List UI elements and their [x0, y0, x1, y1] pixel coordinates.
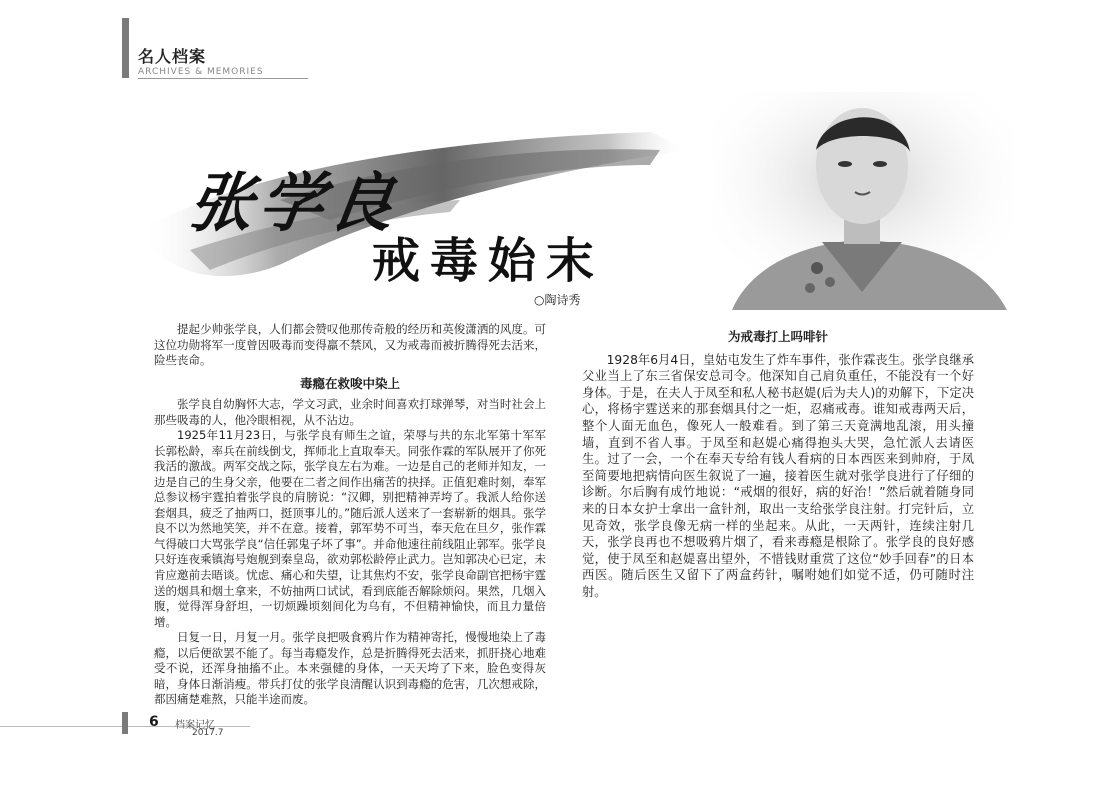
section-heading: 毒瘾在救唆中染上: [299, 375, 400, 391]
footer-accent-bar: [122, 712, 128, 734]
body-paragraph: 日复一日，月复一月。张学良把吸食鸦片作为精神寄托，慢慢地染上了毒瘾，以后便欲罢不能了。每当毒瘾发作，总是折腾得死去活来，抓肝挠心地难受不说，还浑身抽搐不止。本来强健的身体，一天天垮了下来，脸色变得灰暗，身体日渐消瘦。带兵打仗的张学良清醒认识到毒瘾的危害，几次想戒除，都因痛楚难熬，只能半途而废。: [154, 630, 546, 707]
body-paragraph: 1925年11月23日，与张学良有师生之谊，荣辱与共的东北军第十军军长郭松龄，率兵在前线倒戈，挥师北上直取奉天。同张作霖的军队展开了你死我活的激战。两军交战之际，张学良左右为难。一边是自己的老师并知友，一边是自己的生身父亲，他要在二者之间作出痛苦的抉择。正值犯难时刻，奉军总参议杨宇霆拍着张学良的肩膀说：“汉卿，别把精神弄垮了。我派人给你送套烟具，疲乏了抽两口，挺顶事儿的。”随后派人送来了一套崭新的烟具。张学良不以为然地笑笑，并不在意。接着，郭军势不可当，奉天危在旦夕，张作霖气得破口大骂张学良“信任郭鬼子坏了事”。并命他速往前线阻止郭军。张学良只好连夜乘镇海号炮舰到秦皇岛，欲劝郭松龄停止武力。岂知郭决心已定，未肯应邀前去晤谈。忧虑、痛心和失望，让其焦灼不安，张学良命副官把杨宇霆送的烟具和烟土拿来，不妨抽两口试试，看到底能否解除烦闷。果然，几烟入腹，觉得浑身舒坦，一切烦躁顷刻间化为乌有，不但精神愉快，而且力量倍增。: [154, 428, 546, 629]
header-rule: [138, 78, 308, 79]
article-subtitle: 戒毒始末: [372, 233, 605, 289]
body-paragraph: 1928年6月4日，皇姑屯发生了炸车事件，张作霖丧生。张学良继承父业当上了东三省保安总司令。他深知自己肩负重任，不能没有一个好身体。于是，在夫人于凤至和私人秘书赵媞(后为夫人)的劝解下，下定决心，将杨宇霆送来的那套烟具付之一炬，忍痛戒毒。谁知戒毒两天后，整个人面无血色，像死人一般难看。到了第三天竟满地乱滚，用头撞墙，直到不省人事。于凤至和赵媞心痛得抱头大哭，急忙派人去请医生。过了一会，一个在奉天专给有钱人看病的日本西医来到帅府，于凤至简要地把病情向医生叙说了一遍，接着医生就对张学良进行了仔细的诊断。尔后胸有成竹地说：“戒烟的很好，病的好治！”然后就着随身同来的日本女护士拿出一盒针剂，取出一支给张学良注射。打完针后，立见奇效，张学良像无病一样的坐起来。从此，一天两针，连续注射几天，张学良再也不想吸鸦片烟了，看来毒瘾是根除了。张学良的良好感觉，使于凤至和赵媞喜出望外，不惜钱财重赏了这位“妙手回春”的日本西医。随后医生又留下了两盒药针，嘱咐她们如觉不适，仍可随时注射。: [582, 352, 974, 599]
portrait-photo: [712, 92, 1012, 310]
article-title: 张学良: [183, 166, 405, 241]
intro-paragraph: 提起少帅张学良，人们都会赞叹他那传奇般的经历和英俊潇洒的风度。可这位功勋将军一度曾因吸毒而变得羸不禁风，又为戒毒而被折腾得死去活来，险些丧命。: [154, 322, 546, 368]
header-accent-bar: [122, 18, 129, 78]
magazine-name: 档案记忆: [175, 720, 215, 731]
section-heading: 为戒毒打上吗啡针: [727, 329, 828, 344]
section-title: 名人档案: [138, 47, 207, 66]
issue-date: 2017.7: [192, 728, 224, 738]
article-column-right: [582, 322, 974, 601]
article-column-left: [154, 322, 546, 708]
author-byline: ○陶诗秀: [534, 293, 581, 307]
section-subtitle: ARCHIVES & MEMORIES: [138, 67, 264, 77]
page-number: 6: [149, 714, 159, 730]
body-paragraph: 张学良自幼胸怀大志，学文习武，业余时间喜欢打球弹琴，对当时社会上那些吸毒的人，他冷眼相视，从不沾边。: [154, 397, 546, 427]
